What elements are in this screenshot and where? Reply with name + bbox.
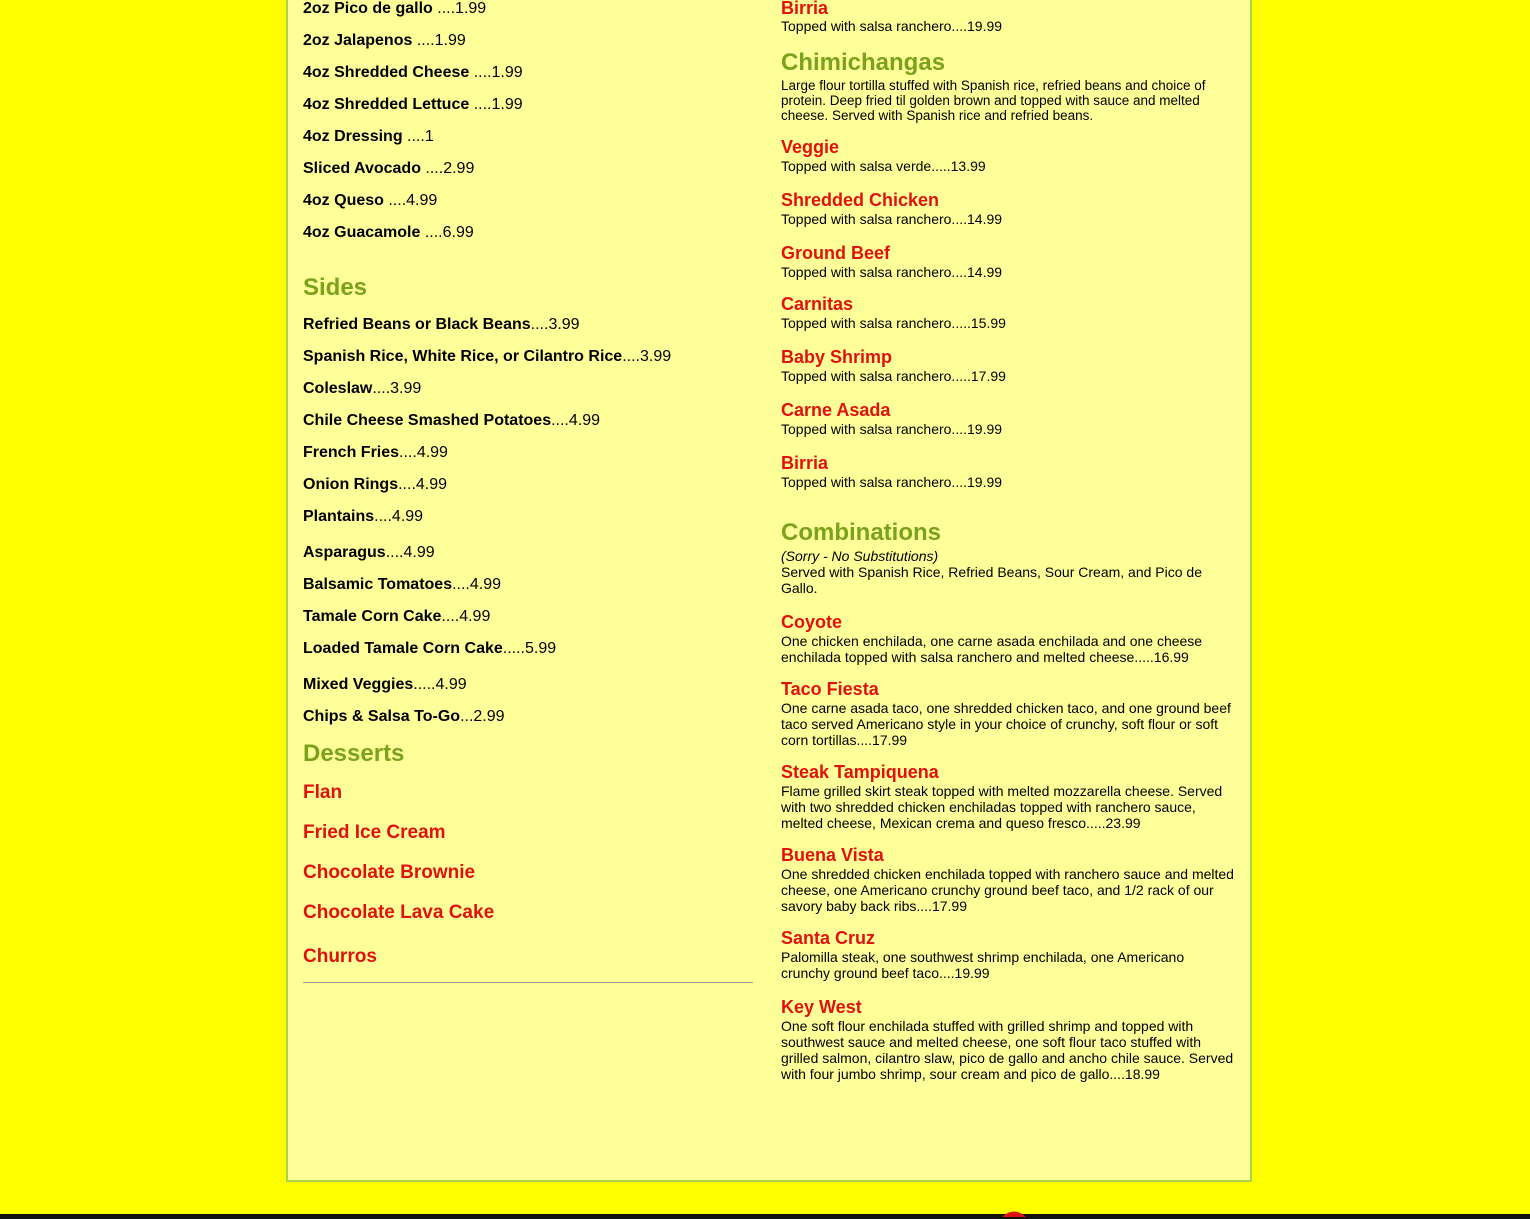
side-item: Spanish Rice, White Rice, or Cilantro Rice....3.99 — [303, 348, 672, 365]
combinations-note: (Sorry - No Substitutions) — [781, 548, 939, 564]
extra-item: 4oz Shredded Lettuce ....1.99 — [303, 96, 523, 113]
menu-item-title: Carnitas — [781, 294, 854, 314]
menu-item-desc: Topped with salsa ranchero.....15.99 — [781, 315, 1006, 331]
menu-item-title: Baby Shrimp — [781, 347, 893, 367]
menu-item-title: Carne Asada — [781, 400, 891, 420]
chimichangas-heading: Chimichangas — [781, 49, 946, 76]
menu-item-desc: Topped with salsa ranchero....19.99 — [781, 421, 1003, 437]
dessert-item: Fried Ice Cream — [303, 822, 446, 843]
extra-item: 2oz Pico de gallo ....1.99 — [303, 0, 487, 17]
menu-item-title: Ground Beef — [781, 243, 891, 263]
side-item: Loaded Tamale Corn Cake.....5.99 — [303, 640, 557, 657]
chimichangas-intro: Large flour tortilla stuffed with Spanish rice, refried beans and choice of protein. Deep fried til golden brown and topped with sauce and melted cheese. Served with Spanish rice and refried beans. — [781, 78, 1206, 123]
side-item: French Fries....4.99 — [303, 444, 448, 461]
side-item: Chile Cheese Smashed Potatoes....4.99 — [303, 412, 601, 429]
extra-item: 4oz Shredded Cheese ....1.99 — [303, 64, 523, 81]
extra-item: 2oz Jalapenos ....1.99 — [303, 32, 466, 49]
side-item: Asparagus....4.99 — [303, 544, 435, 561]
side-item: Refried Beans or Black Beans....3.99 — [303, 316, 580, 333]
side-item: Mixed Veggies.....4.99 — [303, 676, 467, 693]
side-item: Balsamic Tomatoes....4.99 — [303, 576, 502, 593]
menu-item-title: Veggie — [781, 137, 840, 157]
menu-item-desc: One shredded chicken enchilada topped with ranchero sauce and melted cheese, one Americano crunchy ground beef taco, and 1/2 rack of our savory baby back ribs....17.99 — [781, 866, 1234, 914]
side-item: Coleslaw....3.99 — [303, 380, 422, 397]
menu-item-title: Santa Cruz — [781, 928, 876, 948]
combinations-intro: Served with Spanish Rice, Refried Beans, Sour Cream, and Pico de Gallo. — [781, 564, 1202, 596]
dessert-item: Flan — [303, 782, 343, 803]
extra-item: 4oz Guacamole ....6.99 — [303, 224, 474, 241]
extra-item: Sliced Avocado ....2.99 — [303, 160, 475, 177]
menu-item-title: Taco Fiesta — [781, 679, 879, 699]
side-item: Chips & Salsa To-Go...2.99 — [303, 708, 505, 725]
side-item: Plantains....4.99 — [303, 508, 424, 525]
dessert-item: Chocolate Lava Cake — [303, 902, 495, 923]
menu-item-desc: Topped with salsa ranchero.....17.99 — [781, 368, 1006, 384]
divider — [303, 982, 753, 983]
menu-item-desc: One carne asada taco, one shredded chicken taco, and one ground beef taco served Americano style in your choice of crunchy, soft flour or soft corn tortillas....17.99 — [781, 700, 1231, 748]
menu-item-title: Coyote — [781, 612, 843, 632]
extra-item: 4oz Queso ....4.99 — [303, 192, 438, 209]
menu-item-desc: Topped with salsa ranchero....19.99 — [781, 18, 1003, 34]
extra-item: 4oz Dressing ....1 — [303, 128, 434, 145]
menu-item-title: Birria — [781, 0, 829, 18]
menu-item-desc: Flame grilled skirt steak topped with melted mozzarella cheese. Served with two shredded chicken enchiladas topped with ranchero sauce, melted cheese, Mexican crema and queso fresco.....23.99 — [781, 783, 1223, 831]
menu-item-desc: Topped with salsa verde.....13.99 — [781, 158, 986, 174]
footer-bar — [0, 1214, 1530, 1219]
menu-item-title: Buena Vista — [781, 845, 884, 865]
logo-icon — [1000, 1209, 1028, 1217]
dessert-item: Churros — [303, 946, 377, 967]
menu-item-title: Steak Tampiquena — [781, 762, 939, 782]
combinations-heading: Combinations — [781, 519, 941, 546]
menu-item-title: Shredded Chicken — [781, 190, 940, 210]
menu-item-desc: Topped with salsa ranchero....19.99 — [781, 474, 1003, 490]
menu-item-desc: Topped with salsa ranchero....14.99 — [781, 211, 1003, 227]
side-item: Tamale Corn Cake....4.99 — [303, 608, 491, 625]
menu-item-desc: Palomilla steak, one southwest shrimp enchilada, one Americano crunchy ground beef taco....19.99 — [781, 949, 1185, 981]
menu-item-desc: One chicken enchilada, one carne asada enchilada and one cheese enchilada topped with salsa ranchero and melted cheese.....16.99 — [781, 633, 1203, 665]
menu-item-title: Birria — [781, 453, 829, 473]
menu-item-title: Key West — [781, 997, 862, 1017]
menu-item-desc: One soft flour enchilada stuffed with grilled shrimp and topped with southwest sauce and melted cheese, one soft flour taco stuffed with grilled salmon, cilantro slaw, pico de gallo and ancho chile sauce. Served with four jumbo shrimp, sour cream and pico de gallo....18.99 — [781, 1018, 1234, 1082]
menu-item-desc: Topped with salsa ranchero....14.99 — [781, 264, 1003, 280]
side-item: Onion Rings....4.99 — [303, 476, 448, 493]
desserts-heading: Desserts — [303, 740, 405, 767]
sides-heading: Sides — [303, 274, 368, 301]
dessert-item: Chocolate Brownie — [303, 862, 476, 883]
